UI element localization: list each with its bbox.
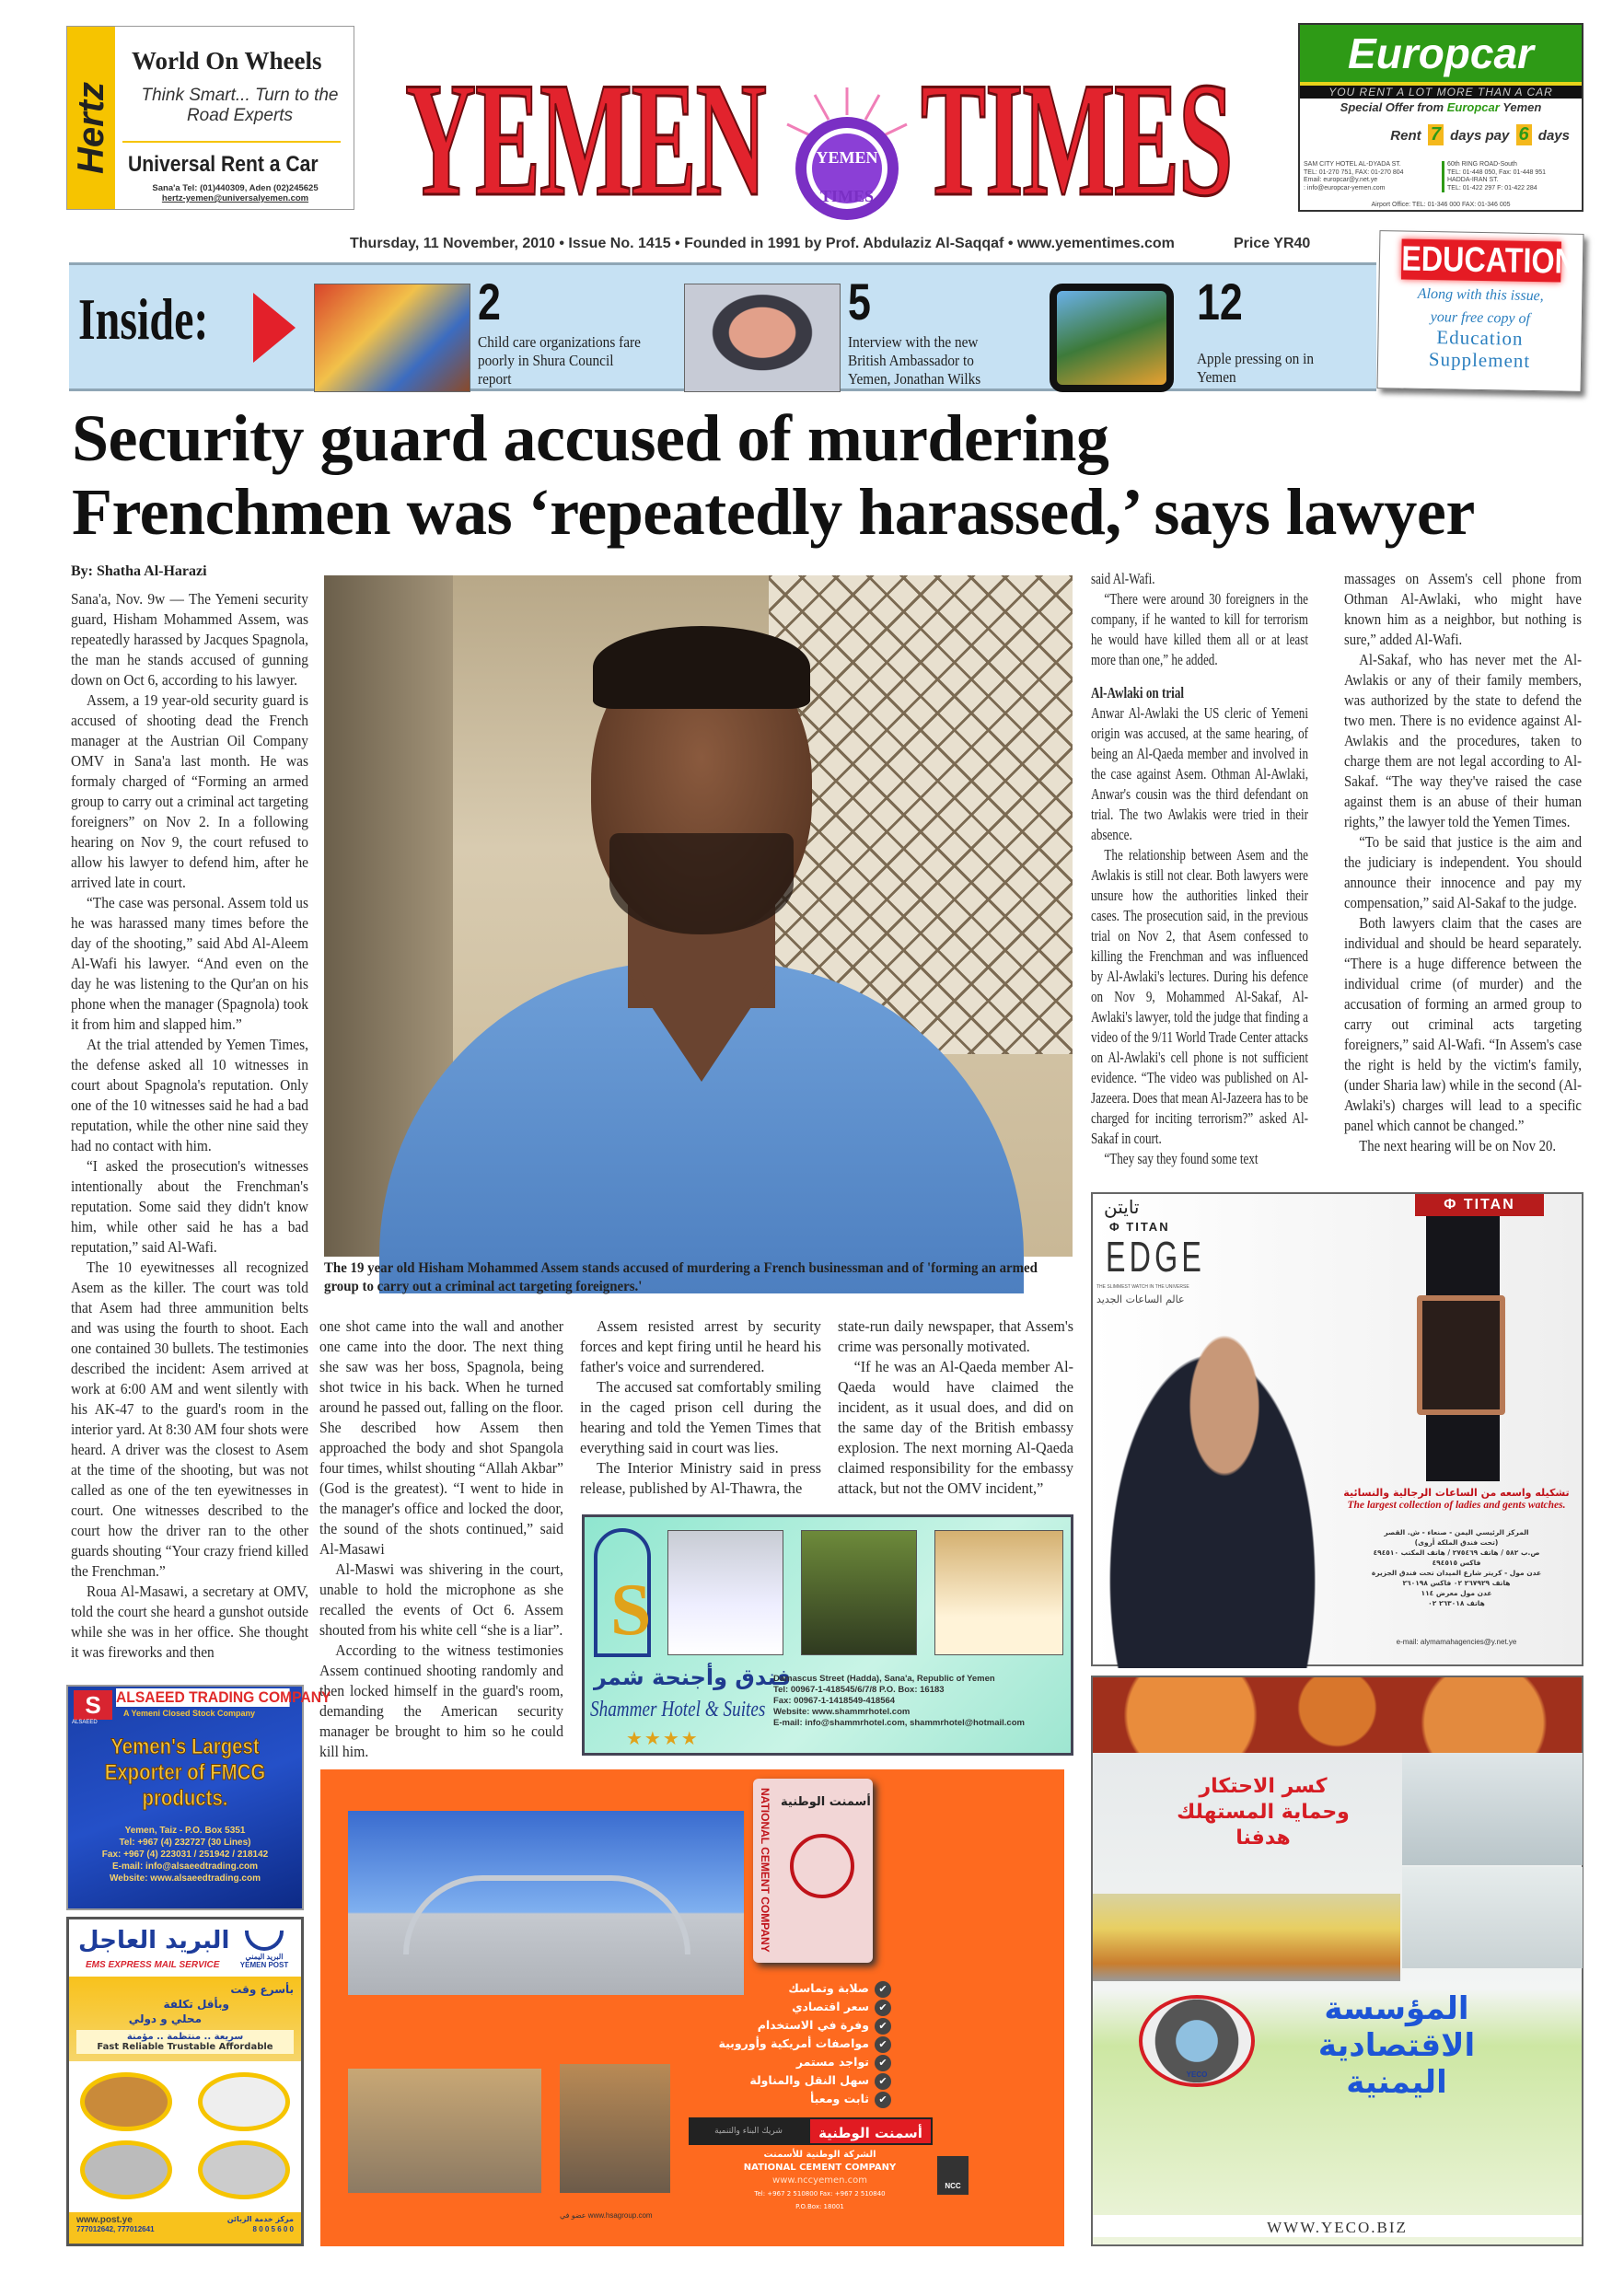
company-pobox: P.O.Box: 18001 [795,2203,844,2210]
arrow-right-icon [253,293,296,363]
education-line: Along with this issue, [1417,285,1544,305]
company-web: www.nccyemen.com [772,2175,867,2186]
alsaeed-contact-line: E-mail: info@alsaeedtrading.com [111,1861,259,1872]
vans-photo [1093,1894,1400,1981]
address-line: TEL: 01-448 050, Fax: 01-448 951 [1447,168,1547,176]
photo-caption: The 19 year old Hisham Mohammed Assem stands accused of murdering a French businessman and of 'forming an armed group to carry out a criminal act targeting foreigners.' [324,1260,1038,1294]
address-line-list [1304,161,1436,192]
yp-en: YEMEN POST [239,1961,289,1969]
paragraph: “The case was personal. Assem told us he was harassed many times before the day of the shooting,” said Abd Al-Aleem Al-Wafi his lawyer. “And even on the day he was listening to the Qur'an on his phone when the manager (Spagnola) took it from him and slapped him.” [71,894,308,1033]
offer-brand: Europcar [1446,100,1500,114]
paragraph: According to the witness testimonies Assem continued shooting randomly and then locked himself in the guard's room, demanding the American security manager be brought to him so he could kill him. [319,1641,563,1760]
cement-feature: ✔ ثابت ومعبأ [707,2090,891,2108]
page-number: 12 [1197,273,1243,331]
hertz-contact [122,183,348,203]
bag-emblem [790,1834,854,1898]
alsaeed-sub: A Yemeni Closed Stock Company [123,1709,256,1718]
masthead-times: TIMES [921,48,1233,230]
ambassador-photo [684,284,841,392]
post-footer [69,2212,301,2244]
titan-address-line: هاتف ٢٦٧٩٢٩ ٠٢ فاكس ٢٦٠١٩٨ [1402,1579,1511,1587]
titan-address-line-list [1332,1527,1581,1608]
children-photo [314,284,470,392]
documents-photo [198,2140,290,2199]
address-line: TEL: 01-422 297 F: 01-422 284 [1447,184,1537,191]
titan-address-line: (تحت فندق الملكة أروى) [1414,1538,1499,1547]
paragraph: one shot came into the wall and another one came into the door. The next thing she saw was her boss, Spagnola, being shot twice in his back. When he turned around he passed out, falling on the floor. She described how Assem then approached the body and shot Spangola four times, whilst shouting “Allah Akbar” (God is the greatest). “I went to hide in the manager's office and locked the door, the sound of the shots continued,” said Al-Masawi [319,1317,563,1558]
features-ar: سريعة .. منتظمة .. مؤمنة [126,2032,244,2042]
caption-ar: تشكيله واسعه من الساعات الرجالية والنسائية [1343,1487,1570,1499]
post-phones: 777012642, 777012641 [76,2225,155,2233]
offer-post: Yemen [1499,100,1542,114]
alsaeed-logo-sub: ALSAEED [72,1720,98,1725]
alsaeed-headline: Yemen's Largest Exporter of FMCG products. [104,1734,266,1811]
address-line-list [1442,161,1580,192]
paragraph: “I asked the prosecution's witnesses intentionally about the Frenchman's reputation. Some said they didn't know him, while other said he has a bad reputation,” said Al-Wafi. [71,1157,308,1256]
paragraph-list [1091,569,1308,670]
education-supplement-box[interactable] [1377,230,1584,392]
cement-company [716,2149,923,2213]
envelope-photo [198,2072,290,2131]
article-column-2 [319,1316,563,1762]
yeco-name-line: المؤسسة [1324,1990,1469,2027]
shammer-hotel-ad [582,1514,1073,1756]
education-line: Supplement [1428,348,1531,372]
yeco-ad [1091,1676,1583,2246]
alsaeed-contact-line: Website: www.alsaeedtrading.com [110,1873,261,1884]
yemen-post-logo [235,1931,294,1969]
partner-tagline: شريك البناء والتنمية [689,2117,808,2145]
paragraph: The accused sat comfortably smiling in the caged prison cell during the hearing and told the Yemen Times that everything said in court was lies. [580,1378,821,1456]
logo-text-bottom: TIMES [819,187,875,205]
hertz-logo: Hertz [71,81,111,174]
titan-logo: Φ TITAN [1109,1220,1170,1234]
hotel-logo-s: S [610,1570,652,1651]
paragraph: “They say they found some text [1104,1150,1259,1167]
hotel-name: Shammer Hotel & Suites [590,1698,766,1722]
europcar-rent-offer [1387,124,1572,145]
paragraph: Assem resisted arrest by security forces and kept firing until he heard his father's voice and surrendered. [580,1317,821,1375]
yeco-slogan-line-list [1148,1774,1378,1851]
yeco-name-line: الاقتصادية [1317,2027,1476,2064]
paragraph: The Interior Ministry said in press release, published by Al-Thawra, the [580,1459,821,1497]
paragraph: state-run daily newspaper, that Assem's crime was personally motivated. [838,1317,1073,1355]
education-title: EDUCATION [1400,239,1577,282]
paragraph: Sana'a, Nov. 9w — The Yemeni security guard, Hisham Mohammed Assem, was repeatedly harassed by Jacques Spagnola, the man he stands accused of gunning down on Oct 6, according to his lawyer. [71,590,308,689]
cement-bag [753,1779,873,1963]
post-logo-icon [245,1931,284,1951]
paragraph: “To be said that justice is the aim and the judiciary is independent. You should announce their innocence and pay my compensation,” said Al-Sakaf to the judge. [1344,833,1582,911]
features-row [76,2030,294,2054]
titan-email: e-mail: alymamahagencies@y.net.ye [1396,1638,1517,1646]
titan-watch-ad [1091,1192,1583,1666]
hertz-ad [66,26,354,210]
hsa-member: عضو في www.hsagroup.com [560,2211,653,2220]
hertz-tagline: Think Smart... Turn to the Road Experts [141,86,339,125]
bricks-photo [348,2069,541,2193]
dateline [350,236,1326,254]
alsaeed-contact-line: Fax: +967 (4) 223031 / 251942 / 218142 [101,1850,269,1860]
paragraph: The next hearing will be on Nov 20. [1359,1137,1557,1154]
post-service: مركز خدمة الزبائن [226,2215,294,2223]
address-line: Email: europcar@y.net.ye [1304,177,1378,183]
titan-address-line: هاتف ٢٦٣٠١٨ ٠٢ [1428,1599,1485,1607]
photo-hair [593,626,810,709]
bread-photo [1093,1677,1582,1753]
model-photo [1093,1318,1332,1668]
company-ar: الشركة الوطنية للأسمنت [763,2150,876,2160]
cement-feature: ✔ مواصفات أمريكية وأوروبية [707,2035,891,2053]
cement-feature-list [707,1979,891,2108]
edge-logo: EDGE [1106,1233,1206,1281]
address-line: : info@europcar-yemen.com [1304,184,1386,191]
slogan-line: وبأقل تكلفة [163,1998,229,2011]
europcar-offer [1300,100,1582,114]
europcar-slogan: YOU RENT A LOT MORE THAN A CAR [1300,86,1582,99]
rent-days: 7 [1428,124,1444,145]
titan-address-line: ص.ب ٥٨٢ / هاتف ٢٧٥٤٦٩ / هاتف المكتب ٤٩٤٥١٠ [1373,1548,1540,1557]
europcar-airport: Airport Office: TEL: 01-346 000 FAX: 01-346 005 [1371,202,1511,208]
features-en: Fast Reliable Trustable Affordable [97,2042,273,2052]
hotel-info-line: Fax: 00967-1-1418549-418564 [773,1696,896,1706]
yeco-slogan-line: وحماية المستهلك [1177,1801,1350,1824]
alsaeed-contact-line-list [68,1825,302,1885]
bag-title: أسمنت الوطنية [781,1795,871,1809]
alsaeed-logo: S [74,1690,112,1720]
titan-address-line: فاكس ٤٩٤٥١٥ [1432,1559,1481,1567]
teaser-text: Apple pressing on in Yemen [1197,350,1315,386]
logo-text-top: YEMEN [816,148,878,167]
paragraph: said Al-Wafi. [1091,570,1155,587]
price: Price YR40 [1234,236,1311,251]
paragraph: Both lawyers claim that the cases are individual and should be heard separately. “There is a huge difference between the individual crime (of murder) and the accusation of forming an armed group to carry out criminal acts targeting foreigners,” said Al-Wafi. “In Assem's case the right is held by the victim's family, (under Sharia law) while in the second (Al-Awlaki's) charges will lead to a specific panel which cannot be changed.” [1344,914,1582,1134]
subhead: Al-Awlaki on trial [1091,684,1185,702]
ncc-logo: NCC [937,2156,969,2195]
massage-photo [667,1530,783,1655]
alsaeed-trading-ad [66,1685,331,1910]
room-photo [934,1530,1063,1655]
hertz-company: Universal Rent a Car [128,152,319,177]
paragraph: At the trial attended by Yemen Times, the defense asked all 10 witnesses in court about Spagnola's reputation. Only one of the 10 witnesses said he had a bad reputation, while the other nine said they had no contact with him. [71,1036,308,1154]
watch-face [1417,1295,1505,1415]
mail-photo [80,2140,172,2199]
paragraph: “There were around 30 foreigners in the company, if he wanted to kill for terrorism he would have killed them all or at least more than one,” he added. [1091,590,1308,668]
address-line: SAM CITY HOTEL AL-DYADA ST. [1304,161,1401,168]
post-slogans [69,1977,301,2061]
titan-caption [1332,1487,1581,1511]
article-column-4 [838,1316,1073,1499]
titan-arabic-name: تايتن [1104,1196,1140,1218]
hotel-info-line: Website: www.shammrhotel.com [773,1707,911,1717]
hotel-info-line: E-mail: info@shammrhotel.com, shammrhotel@hotmail.com [773,1718,1025,1728]
headline-line-2: Frenchmen was ‘repeatedly harassed,’ says lawyer [72,475,1475,549]
europcar-ad [1298,23,1583,212]
ems-label: EMS EXPRESS MAIL SERVICE [86,1960,220,1970]
page-number: 2 [478,273,501,331]
paragraph-list [1091,703,1308,1169]
page-number: 5 [848,273,871,331]
hotel-info-line: Damascus Street (Hadda), Sana'a, Republic of Yemen [773,1674,995,1684]
paragraph: Al-Sakaf, who has never met the Al-Awlakis or any of their family members, was authorized by the state to defend the two men. There is no evidence against Al-Awlakis and the procedures, taken to charge them are not legal according to Al-Sakaf. “The way they've raised the case against them is an abuse of their human rights,” the lawyer told the Yemen Times. [1344,651,1582,830]
yemen-post-ad [66,1917,304,2246]
days-pay-label: days pay [1450,128,1510,144]
yeco-slogan-line: كسر الاحتكار [1199,1775,1328,1798]
inside-label: Inside: [78,286,209,352]
hertz-email: hertz-yemen@universalyemen.com [161,193,309,203]
paragraph: The relationship between Asem and the Awlakis is still not clear. Both lawyers were unsure how the authorities linked their cases. The prosecution said, in the previous trial on Nov 2, that Asem confessed to killing the Frenchman and was influenced by Al-Awlaki's lectures. During his defence on Nov 9, Mohammed Al-Sakaf, Al-Awlaki's lawyer, told the judge that finding a video of the 9/11 World Trade Center attacks on Al-Awlaki's cell phone is not sufficient evidence. “The video was published on Al-Jazeera. Does that mean Al-Jazeera has to be charged for inciting terrorism?” asked Al-Sakaf in court. [1091,846,1308,1147]
photo-vneck [628,971,775,1082]
europcar-logo: Europcar [1300,25,1582,86]
cement-feature: ✔ صلابة وتماسك [707,1979,891,1998]
gym-photo [801,1530,917,1655]
address-line: HADDA-IRAN ST. [1447,177,1499,183]
europcar-addresses [1304,161,1580,192]
yeco-name-line: اليمنية [1346,2064,1447,2101]
hotel-logo [594,1528,651,1657]
paragraph: Anwar Al-Awlaki the US cleric of Yemeni origin was accused, at the same hearing, of being an Al-Qaeda member and involved in the case against Asem. Othman Al-Awlaki, Anwar's cousin was the third defendant on trial. The two Awlakis were tried in their absence. [1091,704,1308,843]
cement-feature: ✔ تواجد مستمر [707,2053,891,2071]
cement-feature: ✔ سهل النقل والمناولة [707,2071,891,2090]
address-line: TEL: 01-270 751, FAX: 01-270 804 [1304,168,1404,176]
article-column-1 [71,589,308,1663]
titan-arabic-tagline: عالم الساعات الجديد [1096,1293,1185,1305]
building-photo [348,1811,744,1995]
slogan-line: محلي و دولي [128,2012,202,2025]
post-service-number: 8 0 0 5 6 0 0 [252,2225,294,2233]
education-line: Education [1436,326,1524,350]
factory-worker-photo [1402,1867,1583,1968]
article-column-6 [1344,569,1582,1156]
national-cement-ad [320,1769,1064,2246]
hertz-phones: Sana'a Tel: (01)440309, Aden (02)245625 [152,183,319,193]
yp-ar: البريد اليمني [245,1953,284,1961]
caption-en: The largest collection of ladies and gents watches. [1347,1500,1566,1511]
hotel-stars: ★★★★ [626,1729,700,1749]
masthead-yemen: YEMEN [405,48,766,230]
factory-photo [1402,1753,1583,1865]
yeco-url[interactable]: WWW.YECO.BIZ [1093,2215,1582,2237]
yeco-name-line-list [1277,1990,1516,2101]
rent-label: Rent [1390,128,1421,144]
photo-beard [609,833,794,934]
titan-address-line: عدن مول معرض ١١٤ [1421,1589,1492,1597]
cement-brand: أسمنت الوطنية [808,2117,933,2145]
alsaeed-contact-line: Tel: +967 (4) 232727 (30 Lines) [119,1838,251,1848]
company-tel: Tel: +967 2 510800 Fax: +967 2 510840 [754,2190,886,2198]
alsaeed-name: ALSAEED TRADING COMPANY [116,1688,331,1706]
company-en: NATIONAL CEMENT COMPANY [743,2163,897,2173]
parcel-photo [80,2072,172,2131]
divider [122,141,341,143]
alsaeed-contact-line: Yemen, Taiz - P.O. Box 5351 [124,1826,246,1836]
paragraph: The 10 eyewitnesses all recognized Asem as the killer. The court was told that Asem had three ammunition belts and was using the fourth to shoot. Each one contained 30 bullets. The testimonies described the incident: Asem arrived at work at 6:00 AM and went silently with his AK-47 to the guard's room in the interior yard. At 8:30 AM four shots were heard. A driver was the closest to Asem at the time of the shooting, but was not called as one of the ten eyewitnesses in court. One witnesses described to the court how the driver ran to the other guards shouting “Your crazy friend killed the Frenchman.” [71,1258,308,1580]
cement-feature: ✔ سعر اقتصادي [707,1998,891,2016]
headline [72,401,1591,549]
inside-bar [69,262,1376,391]
offer-pre: Special Offer from [1340,100,1447,114]
titan-badge: Φ TITAN [1415,1194,1544,1216]
iphone-photo [1050,284,1174,392]
paragraph: Assem, a 19 year-old security guard is accused of shooting dead the French manager at the Austrian Oil Company OMV in Sana'a last month. He was formaly charged of “Forming an armed group to carry out a criminal act targeting foreigners” on Nov 2. In a following hearing on Nov 9, the court refused to allow his lawyer to defend him, after he arrived late in court. [71,691,308,891]
education-line: your free copy of [1430,309,1531,327]
article-column-3 [580,1316,821,1499]
edge-tagline: THE SLIMMEST WATCH IN THE UNIVERSE [1096,1284,1189,1290]
paragraph: massages on Assem's cell phone from Othman Al-Awlaki, who might have known him as a neighbor, but nothing is sure,” added Al-Wafi. [1344,570,1582,648]
teaser-text: Child care organizations fare poorly in Shura Council report [478,333,641,388]
titan-address-line: المركز الرئيسي اليمن - صنعاء - ش. القصر [1384,1528,1529,1537]
titan-address-line: عدن مول - كريتر شارع الميدان تحت فندق الجزيرة [1371,1569,1542,1577]
cement-feature: ✔ وفرة في الاستخدام [707,2016,891,2035]
post-web: www.post.ye [76,2215,133,2225]
paragraph: Roua Al-Masawi, a secretary at OMV, told the court she heard a gunshot outside while she was in her office. She thought it was fireworks and then [71,1583,308,1661]
accused-photo [324,575,1073,1257]
yemen-times-logo [778,87,916,226]
pay-days: 6 [1516,124,1532,145]
paragraph: “If he was an Al-Qaeda member Al-Qaeda would have claimed the incident, as it usual does, and did on the same day of the British embassy explosion. The next morning Al-Qaeda claimed responsibility for the embassy attack, but not the OMV incident,” [838,1358,1073,1497]
article-column-5 [1091,569,1308,1169]
days-label: days [1537,128,1570,144]
teaser-text: Interview with the new British Ambassador to Yemen, Jonathan Wilks [848,333,981,388]
bag-side-text: NATIONAL CEMENT COMPANY [759,1788,771,1953]
byline: By: Shatha Al-Harazi [71,563,207,579]
hertz-title: World On Wheels [132,47,322,75]
yeco-seal: YECO [1139,1995,1255,2087]
ems-title-arabic: البريد العاجل [78,1927,230,1954]
slogan-line: بأسرع وقت [230,1983,294,1996]
paragraph: Al-Maswi was shivering in the court, unable to hold the microphone as she recalled the events of Oct 6. Assem shouted from his white cell “she is a liar”. [319,1560,563,1639]
yeco-slogan-line: هدفنا [1235,1827,1291,1850]
hotel-info-line-list [773,1674,1025,1729]
issue-info: Thursday, 11 November, 2010 • Issue No. 1415 • Founded in 1991 by Prof. Abdulaziz Al-Saqqaf • www.yementimes.com [350,236,1175,251]
worker-photo [560,2064,670,2193]
headline-line-1: Security guard accused of murdering [72,401,1109,475]
hotel-info-line: Tel: 00967-1-418545/6/7/8 P.O. Box: 16183 [773,1685,945,1695]
hotel-name-arabic: فندق وأجنحة شمر [594,1664,792,1690]
address-line: 60th RING ROAD-South [1447,161,1517,168]
